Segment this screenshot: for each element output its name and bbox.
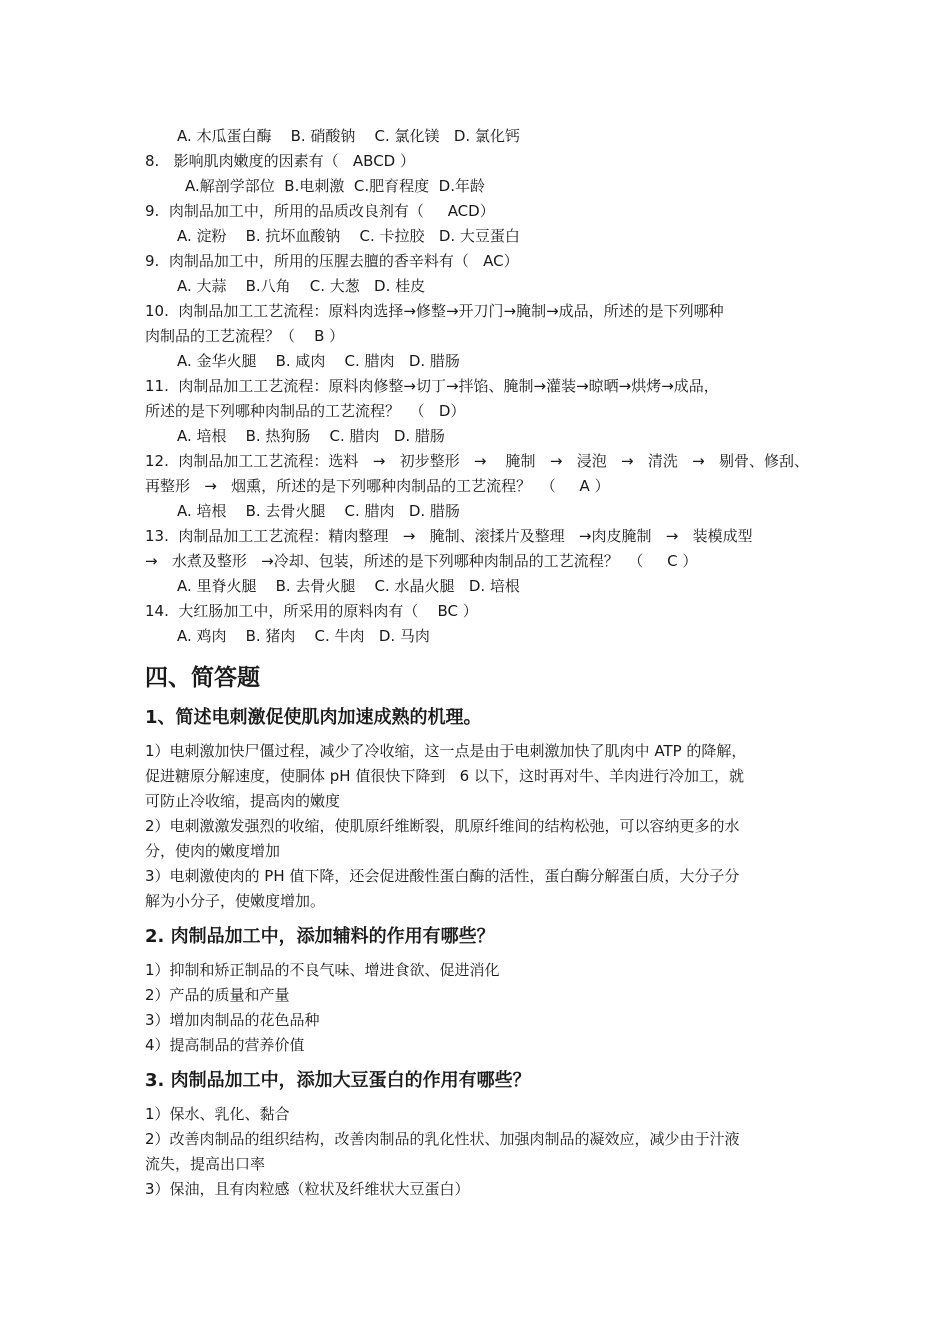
q13-options: A. 里脊火腿 B. 去骨火腿 C. 水晶火腿 D. 培根 xyxy=(177,577,520,595)
answer-line: 解为小分子，使嫩度增加。 xyxy=(145,892,326,910)
answer-line: 2）产品的质量和产量 xyxy=(145,986,290,1004)
q9b-question: 9. 肉制品加工中，所用的压腥去膻的香辛料有（ AC） xyxy=(145,252,519,270)
short-answer-q3-title: 3. 肉制品加工中，添加大豆蛋白的作用有哪些？ xyxy=(145,1070,531,1091)
q10-question-line2: 肉制品的工艺流程？（ B ） xyxy=(145,327,345,345)
q11-question-line1: 11. 肉制品加工工艺流程：原料肉修整→切丁→拌馅、腌制→灌装→晾晒→烘烤→成品， xyxy=(145,377,719,395)
answer-line: 3）保油，且有肉粒感（粒状及纤维状大豆蛋白） xyxy=(145,1180,470,1198)
answer-line: 3）电刺激使肉的 PH 值下降，还会促进酸性蛋白酶的活性，蛋白酶分解蛋白质，大分子分 xyxy=(145,867,740,885)
q12-options: A. 培根 B. 去骨火腿 C. 腊肉 D. 腊肠 xyxy=(177,502,460,520)
answer-line: 2）改善肉制品的组织结构，改善肉制品的乳化性状、加强肉制品的凝效应，减少由于汁液 xyxy=(145,1130,740,1148)
q8-options: A.解剖学部位 B.电刺激 C.肥育程度 D.年龄 xyxy=(185,177,485,195)
answer-line: 4）提高制品的营养价值 xyxy=(145,1036,305,1054)
short-answer-q2-body xyxy=(145,958,815,1058)
q10-question-line1: 10. 肉制品加工工艺流程：原料肉选择→修整→开刀门→腌制→成品，所述的是下列哪种 xyxy=(145,302,724,320)
q11-question-line2: 所述的是下列哪种肉制品的工艺流程？ （ D） xyxy=(145,402,466,420)
q10-options: A. 金华火腿 B. 咸肉 C. 腊肉 D. 腊肠 xyxy=(177,352,460,370)
short-answer-q3-body xyxy=(145,1102,815,1202)
answer-line: 1）电刺激加快尸僵过程，减少了冷收缩，这一点是由于电刺激加快了肌肉中 ATP 的降解， xyxy=(145,742,747,760)
q13-question-line2: → 水煮及整形 →冷却、包装，所述的是下列哪种肉制品的工艺流程？ （ C ） xyxy=(145,552,698,570)
answer-line: 促进糖原分解速度，使胴体 pH 值很快下降到 6 以下，这时再对牛、羊肉进行冷加工，就 xyxy=(145,767,744,785)
q9b-options: A. 大蒜 B.八角 C. 大葱 D. 桂皮 xyxy=(177,277,426,295)
answer-line: 分，使肉的嫩度增加 xyxy=(145,842,281,860)
short-answer-q1-title: 1、简述电刺激促使肌肉加速成熟的机理。 xyxy=(145,707,482,728)
answer-line: 1）保水、乳化、黏合 xyxy=(145,1105,290,1123)
answer-line: 3）增加肉制品的花色品种 xyxy=(145,1011,320,1029)
answer-line: 可防止冷收缩，提高肉的嫩度 xyxy=(145,792,341,810)
short-answer-q1-body xyxy=(145,739,815,914)
section-heading: 四、简答题 xyxy=(145,665,260,691)
q9a-question: 9. 肉制品加工中，所用的品质改良剂有（ ACD） xyxy=(145,202,495,220)
q14-question: 14. 大红肠加工中，所采用的原料肉有（ BC ） xyxy=(145,602,478,620)
q8-question: 8. 影响肌肉嫩度的因素有（ ABCD ） xyxy=(145,152,416,170)
q12-question-line2: 再整形 → 烟熏，所述的是下列哪种肉制品的工艺流程？ （ A ） xyxy=(145,477,610,495)
q13-question-line1: 13. 肉制品加工工艺流程：精肉整理 → 腌制、滚揉片及整理 →肉皮腌制 → 装模成型 xyxy=(145,527,753,545)
answer-line: 1）抑制和矫正制品的不良气味、增进食欲、促进消化 xyxy=(145,961,500,979)
page-content xyxy=(145,124,815,1202)
short-answer-q2-title: 2. 肉制品加工中，添加辅料的作用有哪些？ xyxy=(145,926,495,947)
q12-question-line1: 12. 肉制品加工工艺流程：选料 → 初步整形 → 腌制 → 浸泡 → 清洗 → 剔骨、修刮、 xyxy=(145,452,810,470)
q9a-options: A. 淀粉 B. 抗坏血酸钠 C. 卡拉胶 D. 大豆蛋白 xyxy=(177,227,520,245)
q14-options: A. 鸡肉 B. 猪肉 C. 牛肉 D. 马肉 xyxy=(177,627,430,645)
q7-options: A. 木瓜蛋白酶 B. 硝酸钠 C. 氯化镁 D. 氯化钙 xyxy=(177,127,520,145)
q11-options: A. 培根 B. 热狗肠 C. 腊肉 D. 腊肠 xyxy=(177,427,445,445)
answer-line: 流失，提高出口率 xyxy=(145,1155,266,1173)
answer-line: 2）电刺激激发强烈的收缩，使肌原纤维断裂，肌原纤维间的结构松弛，可以容纳更多的水 xyxy=(145,817,740,835)
